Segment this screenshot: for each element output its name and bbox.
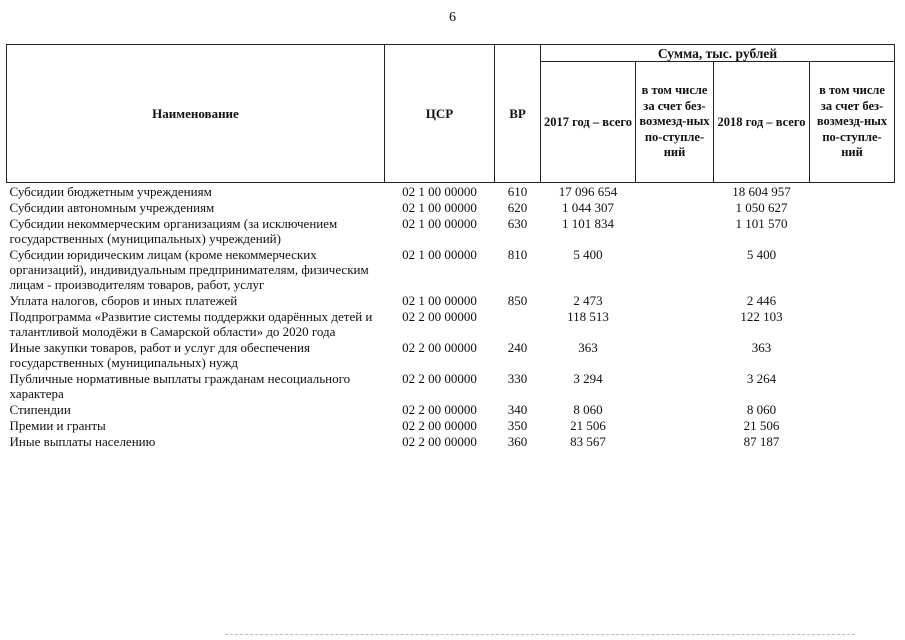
- row-2017-total: 2 473: [573, 293, 603, 308]
- row-2018-free: [810, 308, 895, 339]
- table-row: [7, 339, 895, 370]
- header-2018-total: 2018 год – всего: [714, 62, 810, 183]
- row-name: Публичные нормативные выплаты гражданам несоциального характера: [9, 371, 351, 401]
- row-2017-total: 363: [578, 340, 598, 355]
- row-vr: 610: [507, 184, 528, 199]
- row-csr: 02 1 00 00000: [402, 247, 477, 262]
- row-csr: 02 1 00 00000: [402, 200, 477, 215]
- row-vr: 630: [507, 216, 528, 231]
- row-2018-total: 87 187: [743, 434, 780, 449]
- row-name: Премии и гранты: [9, 418, 106, 433]
- row-csr: 02 2 00 00000: [402, 371, 477, 386]
- row-2017-free: [636, 308, 714, 339]
- row-vr: 340: [507, 402, 528, 417]
- page-number: 6: [449, 10, 456, 25]
- row-2017-free: [636, 292, 714, 308]
- row-2018-free: [810, 183, 895, 200]
- row-csr: 02 2 00 00000: [402, 340, 477, 355]
- row-2018-free: [810, 246, 895, 292]
- row-name: Уплата налогов, сборов и иных платежей: [9, 293, 238, 308]
- row-2018-total: 122 103: [740, 309, 783, 324]
- row-2018-total: 2 446: [746, 293, 777, 308]
- table-row: [7, 199, 895, 215]
- row-2017-free: [636, 246, 714, 292]
- row-vr: 330: [507, 371, 528, 386]
- header-name: Наименование: [7, 45, 385, 183]
- row-csr: 02 2 00 00000: [402, 434, 477, 449]
- row-2017-total: 17 096 654: [558, 184, 618, 199]
- row-2017-total: 83 567: [570, 434, 606, 449]
- row-2017-free: [636, 433, 714, 449]
- row-2017-total: 3 294: [573, 371, 603, 386]
- table-body: [7, 183, 895, 450]
- row-2017-free: [636, 401, 714, 417]
- row-csr: 02 2 00 00000: [402, 402, 477, 417]
- row-csr: 02 1 00 00000: [402, 216, 477, 231]
- row-name: Субсидии юридическим лицам (кроме некоммерческих организаций), индивидуальным предпринимателям, физическим лицам - производителям товаров, работ, услуг: [9, 247, 369, 292]
- row-2018-free: [810, 417, 895, 433]
- header-vr: ВР: [495, 45, 541, 183]
- row-csr: 02 1 00 00000: [402, 293, 477, 308]
- row-2018-total: 21 506: [743, 418, 780, 433]
- row-2017-free: [636, 417, 714, 433]
- row-name: Субсидии бюджетным учреждениям: [9, 184, 212, 199]
- header-csr: ЦСР: [385, 45, 495, 183]
- row-vr: 240: [507, 340, 528, 355]
- row-name: Субсидии автономным учреждениям: [9, 200, 215, 215]
- row-vr: 810: [507, 247, 528, 262]
- row-vr: 360: [507, 434, 528, 449]
- row-vr: 850: [507, 293, 528, 308]
- table-row: [7, 308, 895, 339]
- row-2018-total: 5 400: [746, 247, 777, 262]
- row-2018-free: [810, 215, 895, 246]
- row-2017-total: 8 060: [573, 402, 603, 417]
- row-2017-free: [636, 183, 714, 200]
- row-2018-total: 1 101 570: [735, 216, 788, 231]
- table-row: [7, 292, 895, 308]
- row-name: Иные выплаты населению: [9, 434, 156, 449]
- table-header: [7, 45, 895, 183]
- row-csr: 02 1 00 00000: [402, 184, 477, 199]
- row-2018-free: [810, 199, 895, 215]
- table-row: [7, 215, 895, 246]
- row-2017-total: 5 400: [573, 247, 603, 262]
- budget-table: [6, 44, 895, 449]
- row-2017-total: 1 101 834: [562, 216, 614, 231]
- table-row: [7, 183, 895, 200]
- row-2018-free: [810, 339, 895, 370]
- row-2017-free: [636, 339, 714, 370]
- row-2017-total: 118 513: [567, 309, 609, 324]
- table-row: [7, 370, 895, 401]
- table-row: [7, 433, 895, 449]
- footer-divider: [225, 634, 855, 635]
- row-2017-total: 1 044 307: [562, 200, 614, 215]
- row-2017-free: [636, 370, 714, 401]
- row-2017-total: 21 506: [570, 418, 606, 433]
- table-row: [7, 401, 895, 417]
- header-2017-free: в том числе за счет без-возмезд-ных по-ступле-ний: [636, 62, 714, 183]
- row-name: Подпрограмма «Развитие системы поддержки одарённых детей и талантливой молодёжи в Самарской области» до 2020 года: [9, 309, 373, 339]
- row-name: Субсидии некоммерческим организациям (за исключением государственных (муниципальных) учреждений): [9, 216, 338, 246]
- row-2017-free: [636, 199, 714, 215]
- row-vr: 350: [507, 418, 528, 433]
- header-2017-total: 2017 год – всего: [541, 62, 636, 183]
- row-2018-total: 3 264: [746, 371, 777, 386]
- row-vr: 620: [507, 200, 528, 215]
- row-2018-free: [810, 433, 895, 449]
- row-2018-total: 8 060: [746, 402, 777, 417]
- row-csr: 02 2 00 00000: [402, 309, 477, 324]
- header-sum: Сумма, тыс. рублей: [541, 45, 895, 62]
- row-name: Стипендии: [9, 402, 71, 417]
- row-2018-free: [810, 370, 895, 401]
- row-2018-total: 18 604 957: [732, 184, 791, 199]
- row-2018-total: 1 050 627: [735, 200, 788, 215]
- row-csr: 02 2 00 00000: [402, 418, 477, 433]
- row-name: Иные закупки товаров, работ и услуг для обеспечения государственных (муниципальных) нужд: [9, 340, 310, 370]
- row-2018-free: [810, 401, 895, 417]
- table-row: [7, 417, 895, 433]
- row-2018-total: 363: [751, 340, 772, 355]
- row-2018-free: [810, 292, 895, 308]
- header-2018-free: в том числе за счет без-возмезд-ных по-ступле-ний: [810, 62, 895, 183]
- row-2017-free: [636, 215, 714, 246]
- table-row: [7, 246, 895, 292]
- row-vr: [495, 308, 541, 339]
